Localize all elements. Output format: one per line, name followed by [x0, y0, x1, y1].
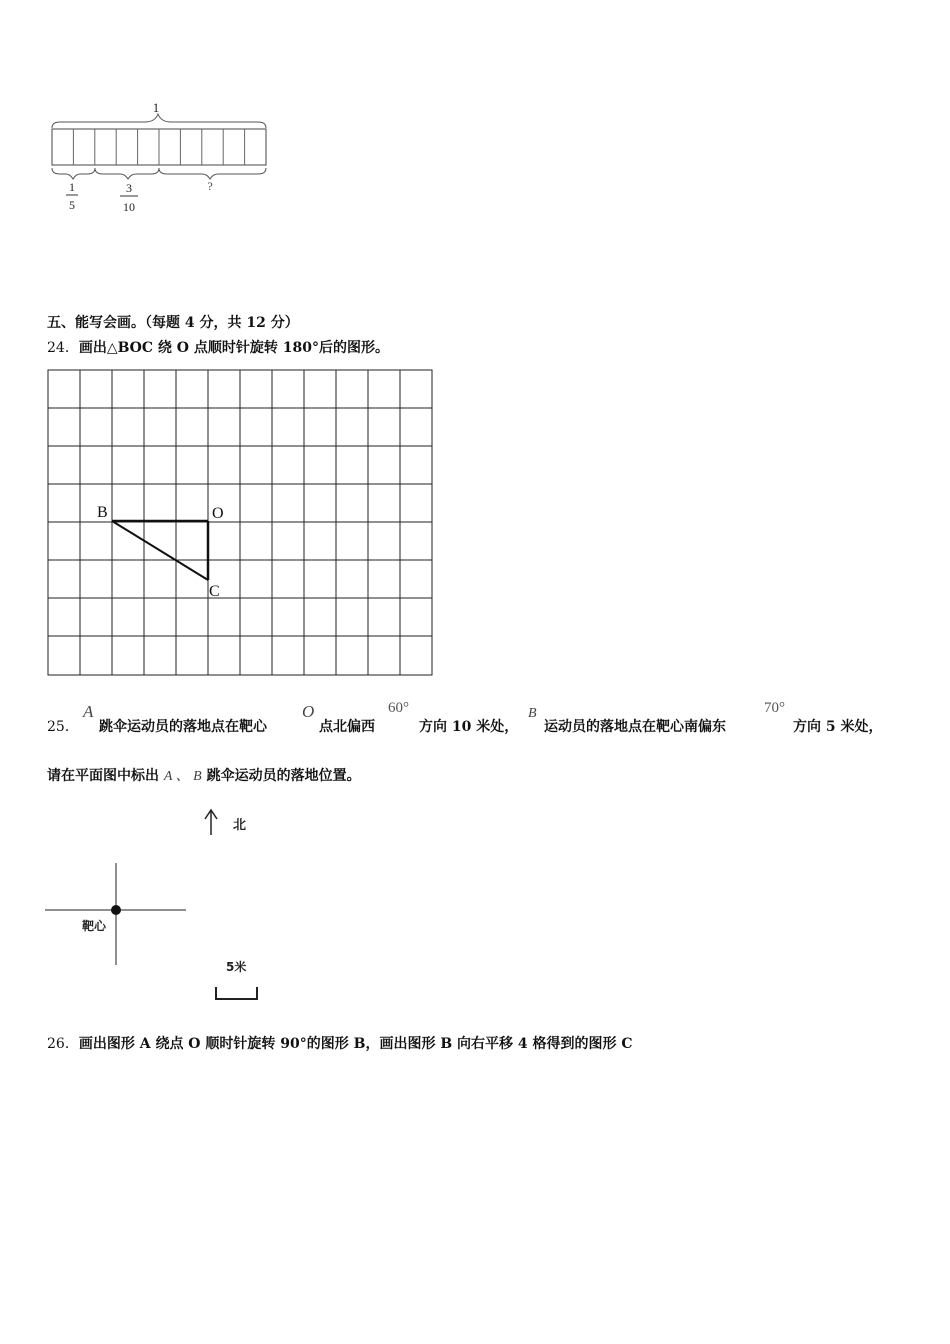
center-label: 靶心 — [82, 919, 107, 933]
north-label: 北 — [233, 818, 247, 833]
brace-one-fifth — [52, 168, 95, 179]
question-24 — [47, 337, 389, 357]
q25-number: 25． — [47, 719, 79, 735]
q25-seg2: 点北偏西 — [319, 719, 375, 735]
question-26 — [47, 1033, 633, 1053]
q25-var-a: A — [83, 702, 94, 721]
q25-angle1: 60° — [388, 700, 409, 716]
q25-line2-a: 请在平面图中标出 — [47, 768, 159, 784]
total-label: 1 — [152, 100, 160, 115]
q24-grid — [48, 370, 432, 675]
q25-target-figure — [40, 805, 300, 1010]
q25-seg3: 方向 10 米处， — [419, 719, 519, 735]
q25-seg4: 运动员的落地点在靶心南偏东 — [544, 719, 726, 735]
q25-line2 — [47, 765, 361, 785]
frac1-numerator: 1 — [69, 180, 75, 194]
brace-three-tenths — [95, 168, 159, 179]
bar-dividers — [73, 129, 244, 165]
label-c: C — [209, 583, 220, 600]
q25-seg5: 方向 5 米处， — [793, 719, 883, 735]
scale-label: 5米 — [226, 960, 247, 974]
section-title: 五、能写会画。（每题 4 分，共 12 分） — [47, 315, 299, 331]
brace-unknown — [159, 168, 266, 179]
label-o: O — [212, 505, 224, 522]
q24-grid-figure — [46, 368, 436, 680]
scale-bar — [216, 987, 257, 999]
q25-angle2: 70° — [764, 700, 785, 716]
fraction-bar-diagram — [40, 98, 280, 223]
q25-var-o: O — [302, 702, 315, 721]
frac2-numerator: 3 — [126, 181, 132, 195]
q25-var-b: B — [528, 706, 537, 721]
unknown-label: ? — [207, 179, 213, 193]
q25-line2-b: 跳伞运动员的落地位置。 — [206, 768, 361, 784]
q25-line2-vars: A 、 B — [163, 769, 202, 784]
frac1-denominator: 5 — [69, 198, 75, 212]
frac2-denominator: 10 — [123, 200, 135, 214]
target-center-dot — [111, 905, 121, 915]
q25-seg1: 跳伞运动员的落地点在靶心 — [99, 719, 267, 735]
question-25 — [47, 700, 927, 740]
q24-text: 画出△BOC 绕 O 点顺时针旋转 180°后的图形。 — [78, 340, 389, 356]
label-b: B — [97, 504, 108, 521]
top-brace — [52, 114, 266, 128]
segment-bc — [112, 521, 208, 580]
q26-number: 26． — [47, 1036, 79, 1052]
q24-number: 24． — [47, 340, 79, 356]
q26-text: 画出图形 A 绕点 O 顺时针旋转 90°的图形 B，画出图形 B 向右平移 4 格得到的图形 C — [78, 1036, 633, 1052]
